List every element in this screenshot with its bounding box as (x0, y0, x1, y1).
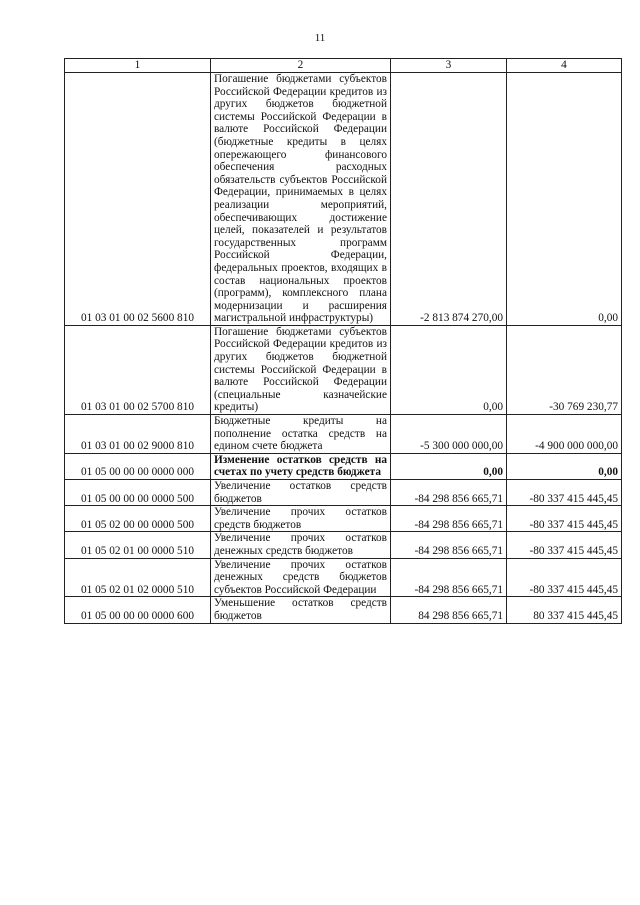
row-value-col4: -80 337 415 445,45 (507, 480, 622, 506)
row-code: 01 05 00 00 00 0000 500 (65, 480, 211, 506)
page-number: 11 (314, 32, 326, 44)
header-col-1: 1 (65, 59, 211, 73)
row-value-col3: -2 813 874 270,00 (391, 73, 507, 326)
table-row (65, 597, 622, 623)
row-value-col3: -84 298 856 665,71 (391, 558, 507, 597)
table-row (65, 325, 622, 414)
table-row (65, 532, 622, 558)
row-description: Бюджетные кредиты на пополнение остатка средств на едином счете бюджета (211, 415, 391, 454)
table-header-row (65, 59, 622, 73)
row-value-col3: -5 300 000 000,00 (391, 415, 507, 454)
row-description: Увеличение остатков средств бюджетов (211, 480, 391, 506)
row-value-col3: -84 298 856 665,71 (391, 532, 507, 558)
row-code: 01 03 01 00 02 9000 810 (65, 415, 211, 454)
row-code: 01 05 02 01 00 0000 510 (65, 532, 211, 558)
row-description: Погашение бюджетами субъектов Российской Федерации кредитов из других бюджетов бюджетной системы Российской Федерации в валюте Российской Федерации (специальные казначейские кредиты) (211, 325, 391, 414)
row-code: 01 05 02 01 02 0000 510 (65, 558, 211, 597)
row-value-col4: 0,00 (507, 73, 622, 326)
row-description: Увеличение прочих остатков денежных средств бюджетов субъектов Российской Федерации (211, 558, 391, 597)
row-value-col4: -80 337 415 445,45 (507, 532, 622, 558)
row-description: Увеличение прочих остатков средств бюджетов (211, 506, 391, 532)
row-description: Увеличение прочих остатков денежных средств бюджетов (211, 532, 391, 558)
row-value-col4: -80 337 415 445,45 (507, 506, 622, 532)
header-col-4: 4 (507, 59, 622, 73)
table-row (65, 558, 622, 597)
row-value-col4: 80 337 415 445,45 (507, 597, 622, 623)
row-value-col3: -84 298 856 665,71 (391, 480, 507, 506)
row-value-col4: -30 769 230,77 (507, 325, 622, 414)
row-code: 01 03 01 00 02 5700 810 (65, 325, 211, 414)
row-code: 01 05 02 00 00 0000 500 (65, 506, 211, 532)
row-code: 01 03 01 00 02 5600 810 (65, 73, 211, 326)
header-col-3: 3 (391, 59, 507, 73)
row-code: 01 05 00 00 00 0000 600 (65, 597, 211, 623)
row-code: 01 05 00 00 00 0000 000 (65, 453, 211, 479)
row-value-col3: 0,00 (391, 325, 507, 414)
row-description: Уменьшение остатков средств бюджетов (211, 597, 391, 623)
row-value-col4: -4 900 000 000,00 (507, 415, 622, 454)
row-description: Изменение остатков средств на счетах по учету средств бюджета (211, 453, 391, 479)
budget-sources-table (64, 58, 622, 624)
table-row (65, 480, 622, 506)
row-value-col3: 0,00 (391, 453, 507, 479)
table-row (65, 506, 622, 532)
table-row (65, 415, 622, 454)
table-row-total (65, 453, 622, 479)
row-description: Погашение бюджетами субъектов Российской Федерации кредитов из других бюджетов бюджетной системы Российской Федерации в валюте Российской Федерации (бюджетные кредиты в целях опережающего финансового обеспечения расходных обязательств субъектов Российской Федерации, принимаемых в целях реализации мероприятий, обеспечивающих достижение целей, показателей и результатов государственных программ Российской Федерации, федеральных проектов, входящих в состав национальных проектов (программ), комплексного плана модернизации и расширения магистральной инфраструктуры) (211, 73, 391, 326)
row-value-col4: 0,00 (507, 453, 622, 479)
row-value-col3: 84 298 856 665,71 (391, 597, 507, 623)
table-row (65, 73, 622, 326)
row-value-col3: -84 298 856 665,71 (391, 506, 507, 532)
row-value-col4: -80 337 415 445,45 (507, 558, 622, 597)
header-col-2: 2 (211, 59, 391, 73)
